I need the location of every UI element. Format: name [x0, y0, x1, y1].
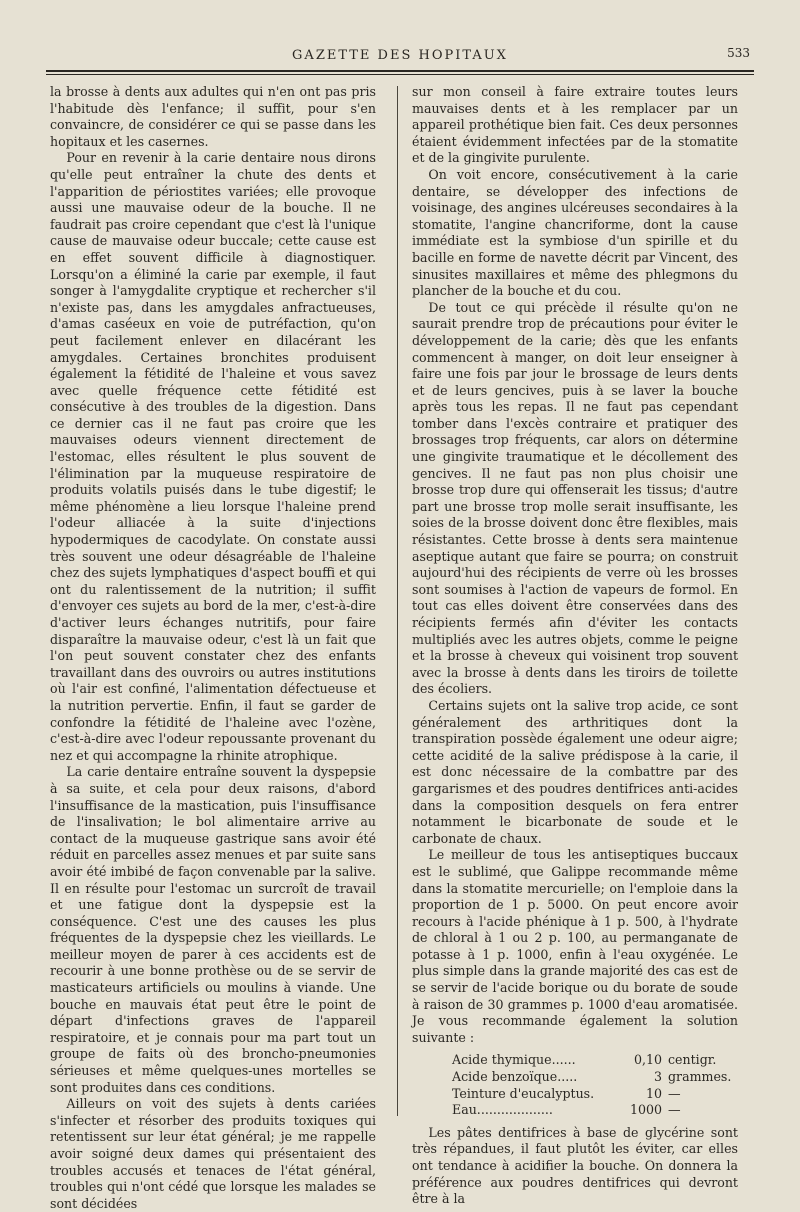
paragraph: On voit encore, consécutivement à la carie dentaire, se développer des infections de voisinage, des angines ulcéreuses secondaires à la stomatite, l'angine chancriforme, dont la cause immédiate est la symbiose d'un spirille et du bacille en forme de navette décrit par Vincent, des sinusites maxillaires et même des phlegmons du plancher de la bouche et du cou. — [412, 166, 738, 299]
ingredient-unit: grammes. — [668, 1069, 732, 1085]
formula-row — [452, 1052, 738, 1069]
paragraph: Pour en revenir à la carie dentaire nous dirons qu'elle peut entraîner la chute des dents et l'apparition de périostites variées; elle provoque aussi une mauvaise odeur de la bouche. Il ne faudrait pas croire cependant que c'est là l'unique cause de mauvaise odeur buccale; cette cause est en effet souvent difficile à diagnostiquer. Lorsqu'on a éliminé la carie par exemple, il faut songer à l'amygdalite cryptique et rechercher s'il n'existe pas, dans les amygdales anfractueuses, d'amas caséeux en voie de putréfaction, qu'on peut facilement enlever en dilacérant les amygdales. Certaines bronchites produisent également la fétidité de l'haleine et vous savez avec quelle fréquence cette fétidité est consécutive à des troubles de la digestion. Dans ce dernier cas il ne faut pas croire que les mauvaises odeurs viennent directement de l'estomac, elles résultent le plus souvent de l'élimination par la muqueuse respiratoire de produits volatils puisés dans le tube digestif; le même phénomène a lieu lorsque l'haleine prend l'odeur alliacée à la suite d'injections hypodermiques de cacodylate. On constate aussi très souvent une odeur désagréable de l'haleine chez des sujets lymphatiques d'aspect bouffi et qui ont du ralentissement de la nutrition; il suffit d'envoyer ces sujets au bord de la mer, c'est-à-dire d'activer leurs échanges nutritifs, pour faire disparaître la mauvaise odeur, c'est là un fait que l'on peut souvent constater chez des enfants travaillant dans des ouvroirs ou autres institutions où l'air est confiné, l'alimentation défectueuse et la nutrition pervertie. Enfin, il faut se garder de confondre la fétidité de l'haleine avec l'ozène, c'est-à-dire avec l'odeur repoussante provenant du nez et qui accompagne la rhinite atrophique. — [50, 150, 376, 763]
paragraph: la brosse à dents aux adultes qui n'en ont pas pris l'habitude dès l'enfance; il suffit, pour s'en convaincre, de considérer ce qui se passe dans les hopitaux et les casernes. — [50, 84, 376, 149]
paragraph: La carie dentaire entraîne souvent la dyspepsie à sa suite, et cela pour deux raisons, d'abord l'insuffisance de la mastication, puis l'insuffisance de l'insalivation; le bol alimentaire arrive au contact de la muqueuse gastrique sans avoir été réduit en parcelles assez menues et par suite sans avoir été imbibé de façon convenable par la salive. Il en résulte pour l'estomac un surcroît de travail et une fatigue dont la dyspepsie est la conséquence. C'est une des causes les plus fréquentes de la dyspepsie chez les vieillards. Le meilleur moyen de parer à ces accidents est de recourir à une bonne prothèse ou de se servir de masticateurs artificiels ou moulins à viande. Une bouche en mauvais état peut être le point de départ d'infections graves de l'appareil respiratoire, et je connais pour ma part tout un groupe de faits où des broncho-pneumonies sérieuses et même quelques-unes mortelles se sont produites dans ces conditions. — [50, 764, 376, 1095]
paragraph: Le meilleur de tous les antiseptiques buccaux est le sublimé, que Galippe recommande même dans la stomatite mercurielle; on l'emploie dans la proportion de 1 p. 5000. On peut encore avoir recours à l'acide phénique à 1 p. 500, à l'hydrate de chloral à 1 ou 2 p. 100, au permanganate de potasse à 1 p. 1000, enfin à l'eau oxygénée. Le plus simple dans la grande majorité des cas est de se servir de l'acide borique ou du borate de soude à raison de 30 grammes p. 1000 d'eau aromatisée. Je vous recommande également la solution suivante : — [412, 847, 738, 1045]
paragraph: Ailleurs on voit des sujets à dents cariées s'infecter et résorber des produits toxiques qui retentissent sur leur état général; je me rappelle avoir soigné deux dames qui présentaient des troubles accusés et tenaces de l'état général, troubles qui n'ont cédé que lorsque les malades se sont décidées — [50, 1096, 376, 1211]
left-column — [50, 84, 376, 1212]
formula-row — [452, 1086, 738, 1103]
journal-title: GAZETTE DES HOPITAUX — [292, 48, 508, 63]
formula-row — [452, 1069, 738, 1086]
prescription-formula — [452, 1052, 738, 1118]
page-number: 533 — [727, 46, 750, 60]
ingredient-unit: centigr. — [668, 1052, 717, 1068]
column-divider — [397, 86, 398, 1116]
ingredient-quantity: 1000 — [629, 1102, 662, 1118]
header-rule-thin — [46, 74, 754, 75]
ingredient-name: Acide benzoïque..... — [452, 1069, 578, 1085]
ingredient-quantity: 0,10 — [633, 1052, 662, 1068]
right-column — [412, 84, 738, 1208]
ingredient-unit: — — [668, 1085, 681, 1101]
paragraph: Certains sujets ont la salive trop acide, ce sont généralement des arthritiques dont la transpiration possède également une odeur aigre; cette acidité de la salive prédispose à la carie, il est donc nécessaire de la combattre par des gargarismes et des poudres dentifrices anti-acides dans la composition desquels on fera entrer notamment le bicarbonate de soude et le carbonate de chaux. — [412, 697, 738, 846]
ingredient-name: Eau................... — [452, 1102, 553, 1118]
ingredient-unit: — — [668, 1102, 681, 1118]
ingredient-name: Acide thymique...... — [452, 1052, 576, 1068]
paragraph: De tout ce qui précède il résulte qu'on ne saurait prendre trop de précautions pour éviter le développement de la carie; dès que les enfants commencent à manger, on doit leur enseigner à faire une fois par jour le brossage de leurs dents et de leurs gencives, puis à se laver la bouche après tous les repas. Il ne faut pas cependant tomber dans l'excès contraire et pratiquer des brossages trop fréquents, car alors on détermine une gingivite traumatique et le décollement des gencives. Il ne faut pas non plus choisir une brosse trop dure qui offenserait les tissus; d'autre part une brosse trop molle serait insuffisante, les soies de la brosse doivent donc être flexibles, mais résistantes. Cette brosse à dents sera maintenue aseptique autant que faire se pourra; on construit aujourd'hui des récipients de verre où les brosses sont soumises à l'action de vapeurs de formol. En tout cas elles doivent être conservées dans des récipients fermés afin d'éviter les contacts multipliés avec les autres objets, comme le peigne et la brosse à cheveux qui voisinent trop souvent avec la brosse à dents dans les tiroirs de toilette des écoliers. — [412, 299, 738, 697]
ingredient-quantity: 10 — [645, 1085, 662, 1101]
ingredient-quantity: 3 — [653, 1069, 662, 1085]
ingredient-name: Teinture d'eucalyptus. — [452, 1085, 595, 1101]
paragraph: Les pâtes dentifrices à base de glycérine sont très répandues, il faut plutôt les éviter, car elles ont tendance à acidifier la bouche. On donnera la préférence aux poudres dentifrices qui devront être à la — [412, 1124, 738, 1207]
header-rule-thick — [46, 70, 754, 72]
paragraph: sur mon conseil à faire extraire toutes leurs mauvaises dents et à les remplacer par un appareil prothétique bien fait. Ces deux personnes étaient évidemment infectées par de la stomatite et de la gingivite purulente. — [412, 84, 738, 166]
formula-row — [452, 1102, 738, 1119]
